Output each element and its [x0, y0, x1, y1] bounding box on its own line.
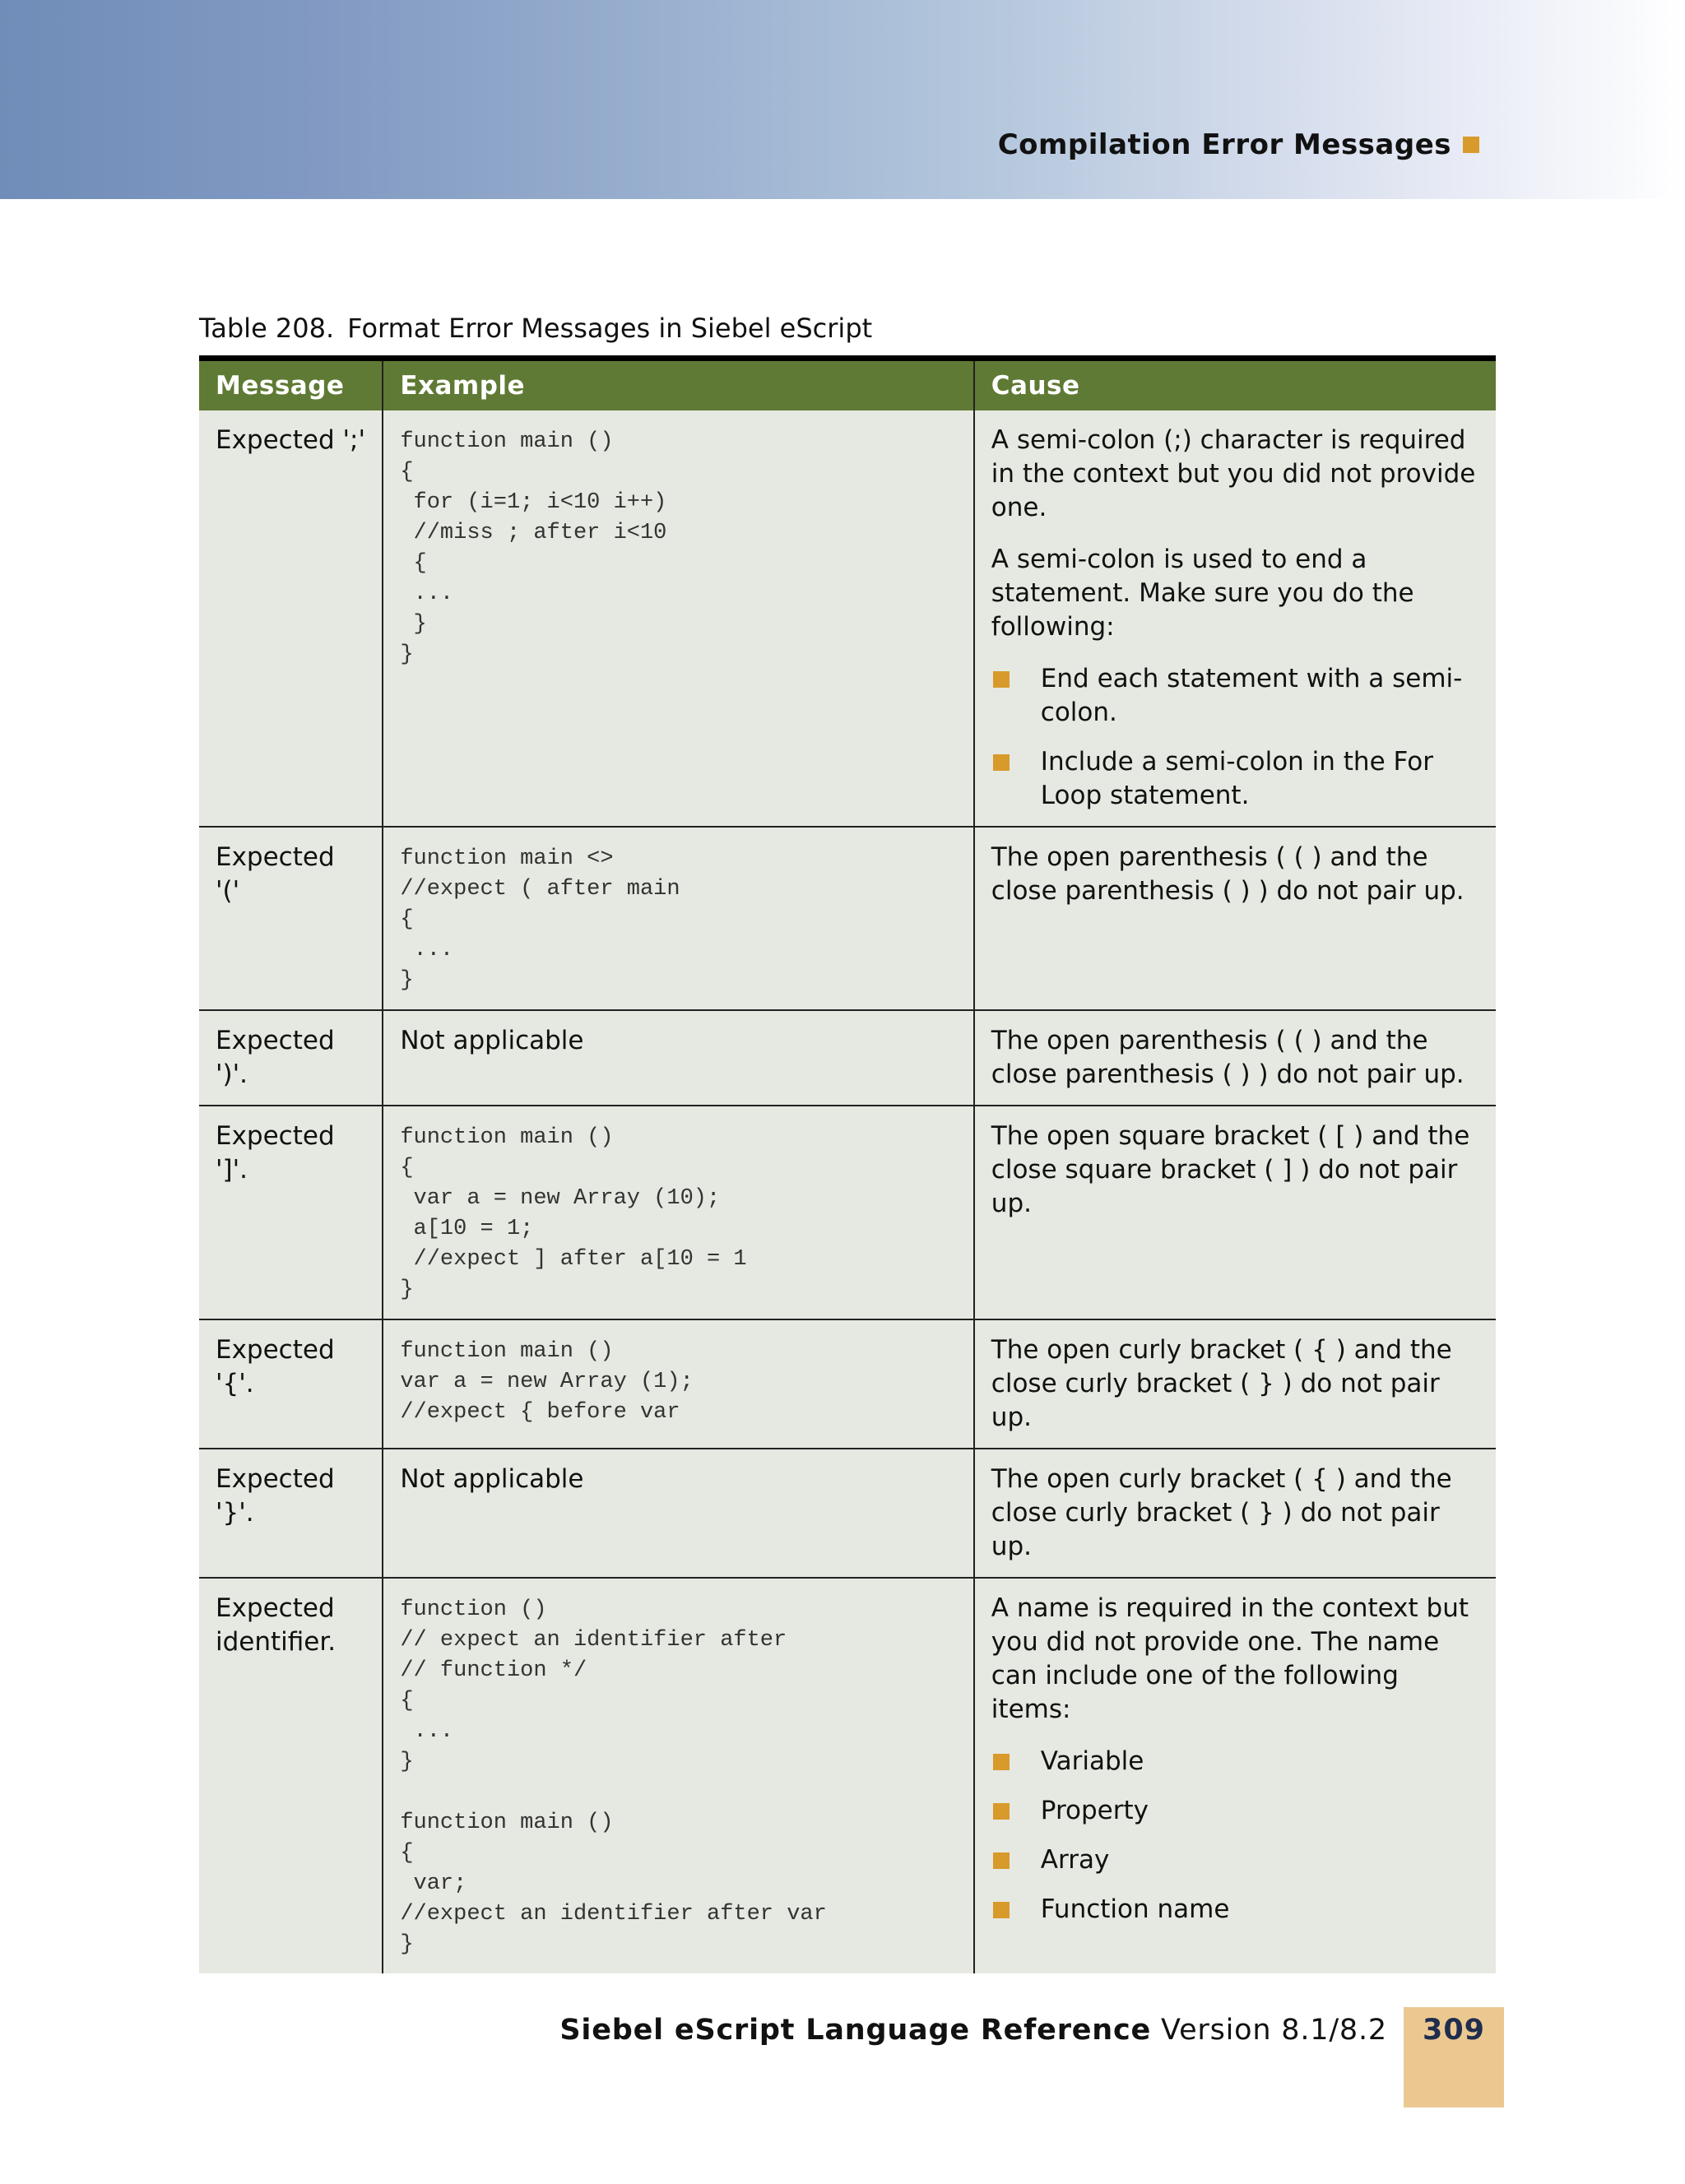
column-header-cause: Cause	[974, 359, 1496, 411]
footer-book-title: Siebel eScript Language Reference	[559, 2014, 1152, 2047]
running-header	[998, 128, 1479, 161]
example-code: function main <> //expect ( after main { ... }	[400, 846, 680, 993]
table-row	[199, 1106, 1496, 1319]
cause-bullet-list	[991, 1745, 1479, 1927]
cause-cell	[974, 1578, 1496, 1973]
table-caption-number: Table 208.	[199, 313, 335, 344]
square-bullet-icon	[993, 1852, 1010, 1869]
cause-cell	[974, 1449, 1496, 1578]
cause-paragraph: The open curly bracket ( { ) and the close curly bracket ( } ) do not pair up.	[991, 1464, 1452, 1561]
cause-paragraph: A name is required in the context but you did not provide one. The name can include one of the following items:	[991, 1593, 1469, 1724]
example-cell	[383, 827, 973, 1010]
example-cell	[383, 1449, 973, 1578]
example-cell	[383, 1010, 973, 1106]
message-cell: Expected '('	[199, 827, 383, 1010]
cause-bullet-item	[991, 745, 1479, 813]
message-cell: Expected ']'.	[199, 1106, 383, 1319]
cause-bullet-text: Variable	[1040, 1746, 1144, 1776]
example-code: function main () { for (i=1; i<10 i++) //miss ; after i<10 { ... } }	[400, 429, 667, 667]
cause-paragraph: The open square bracket ( [ ) and the close square bracket ( ] ) do not pair up.	[991, 1121, 1470, 1218]
cause-cell	[974, 410, 1496, 827]
page-number: 309	[1422, 2014, 1486, 2047]
table-row	[199, 1319, 1496, 1449]
cause-paragraph: A semi-colon (;) character is required in the context but you did not provide one.	[991, 425, 1476, 522]
header-band	[0, 0, 1685, 199]
cause-cell	[974, 1319, 1496, 1449]
cause-paragraph: The open parenthesis ( ( ) and the close parenthesis ( ) ) do not pair up.	[991, 842, 1465, 906]
cause-bullet-item	[991, 1794, 1479, 1828]
table-header-row	[199, 359, 1496, 411]
square-bullet-icon	[993, 671, 1010, 688]
square-bullet-icon	[993, 1902, 1010, 1918]
square-bullet-icon	[1463, 137, 1479, 153]
message-cell: Expected identifier.	[199, 1578, 383, 1973]
table-row	[199, 1010, 1496, 1106]
footer-version: Version 8.1/8.2	[1161, 2014, 1387, 2047]
example-code: function main () { var a = new Array (10); a[10 = 1; //expect ] after a[10 = 1 }	[400, 1125, 747, 1302]
error-messages-table	[199, 355, 1496, 1973]
message-cell: Expected '}'.	[199, 1449, 383, 1578]
example-cell	[383, 1578, 973, 1973]
cause-cell	[974, 827, 1496, 1010]
message-cell: Expected ')'.	[199, 1010, 383, 1106]
cause-bullet-item	[991, 662, 1479, 730]
column-header-message: Message	[199, 359, 383, 411]
cause-bullet-text: Property	[1040, 1796, 1149, 1825]
cause-bullet-text: Function name	[1040, 1894, 1230, 1924]
square-bullet-icon	[993, 1754, 1010, 1770]
cause-cell	[974, 1106, 1496, 1319]
example-text: Not applicable	[400, 1026, 584, 1055]
page-number-box	[1404, 2007, 1504, 2107]
example-code: function () // expect an identifier after // function */ { ... } function main () { var; //expect an identifier after var }	[400, 1597, 827, 1957]
square-bullet-icon	[993, 1803, 1010, 1820]
square-bullet-icon	[993, 754, 1010, 771]
table-caption-text: Format Error Messages in Siebel eScript	[347, 313, 873, 344]
example-cell	[383, 1319, 973, 1449]
cause-paragraph: The open curly bracket ( { ) and the close curly bracket ( } ) do not pair up.	[991, 1335, 1452, 1432]
cause-bullet-item	[991, 1843, 1479, 1877]
cause-paragraph: The open parenthesis ( ( ) and the close parenthesis ( ) ) do not pair up.	[991, 1026, 1465, 1089]
column-header-example: Example	[383, 359, 973, 411]
example-text: Not applicable	[400, 1464, 584, 1494]
cause-cell	[974, 1010, 1496, 1106]
table-row	[199, 410, 1496, 827]
message-cell: Expected '{'.	[199, 1319, 383, 1449]
message-cell: Expected ';'	[199, 410, 383, 827]
cause-bullet-text: End each statement with a semi-colon.	[1040, 664, 1463, 727]
example-code: function main () var a = new Array (1); //expect { before var	[400, 1339, 694, 1425]
cause-bullet-item	[991, 1893, 1479, 1927]
cause-bullet-text: Array	[1040, 1845, 1110, 1875]
table-caption	[199, 313, 872, 344]
table-row	[199, 1578, 1496, 1973]
cause-bullet-list	[991, 662, 1479, 813]
example-cell	[383, 410, 973, 827]
cause-paragraph: A semi-colon is used to end a statement. Make sure you do the following:	[991, 545, 1414, 642]
table-row	[199, 827, 1496, 1010]
running-header-title: Compilation Error Messages	[997, 128, 1451, 161]
table-row	[199, 1449, 1496, 1578]
example-cell	[383, 1106, 973, 1319]
cause-bullet-text: Include a semi-colon in the For Loop statement.	[1040, 747, 1433, 810]
footer	[559, 2014, 1387, 2047]
cause-bullet-item	[991, 1745, 1479, 1778]
